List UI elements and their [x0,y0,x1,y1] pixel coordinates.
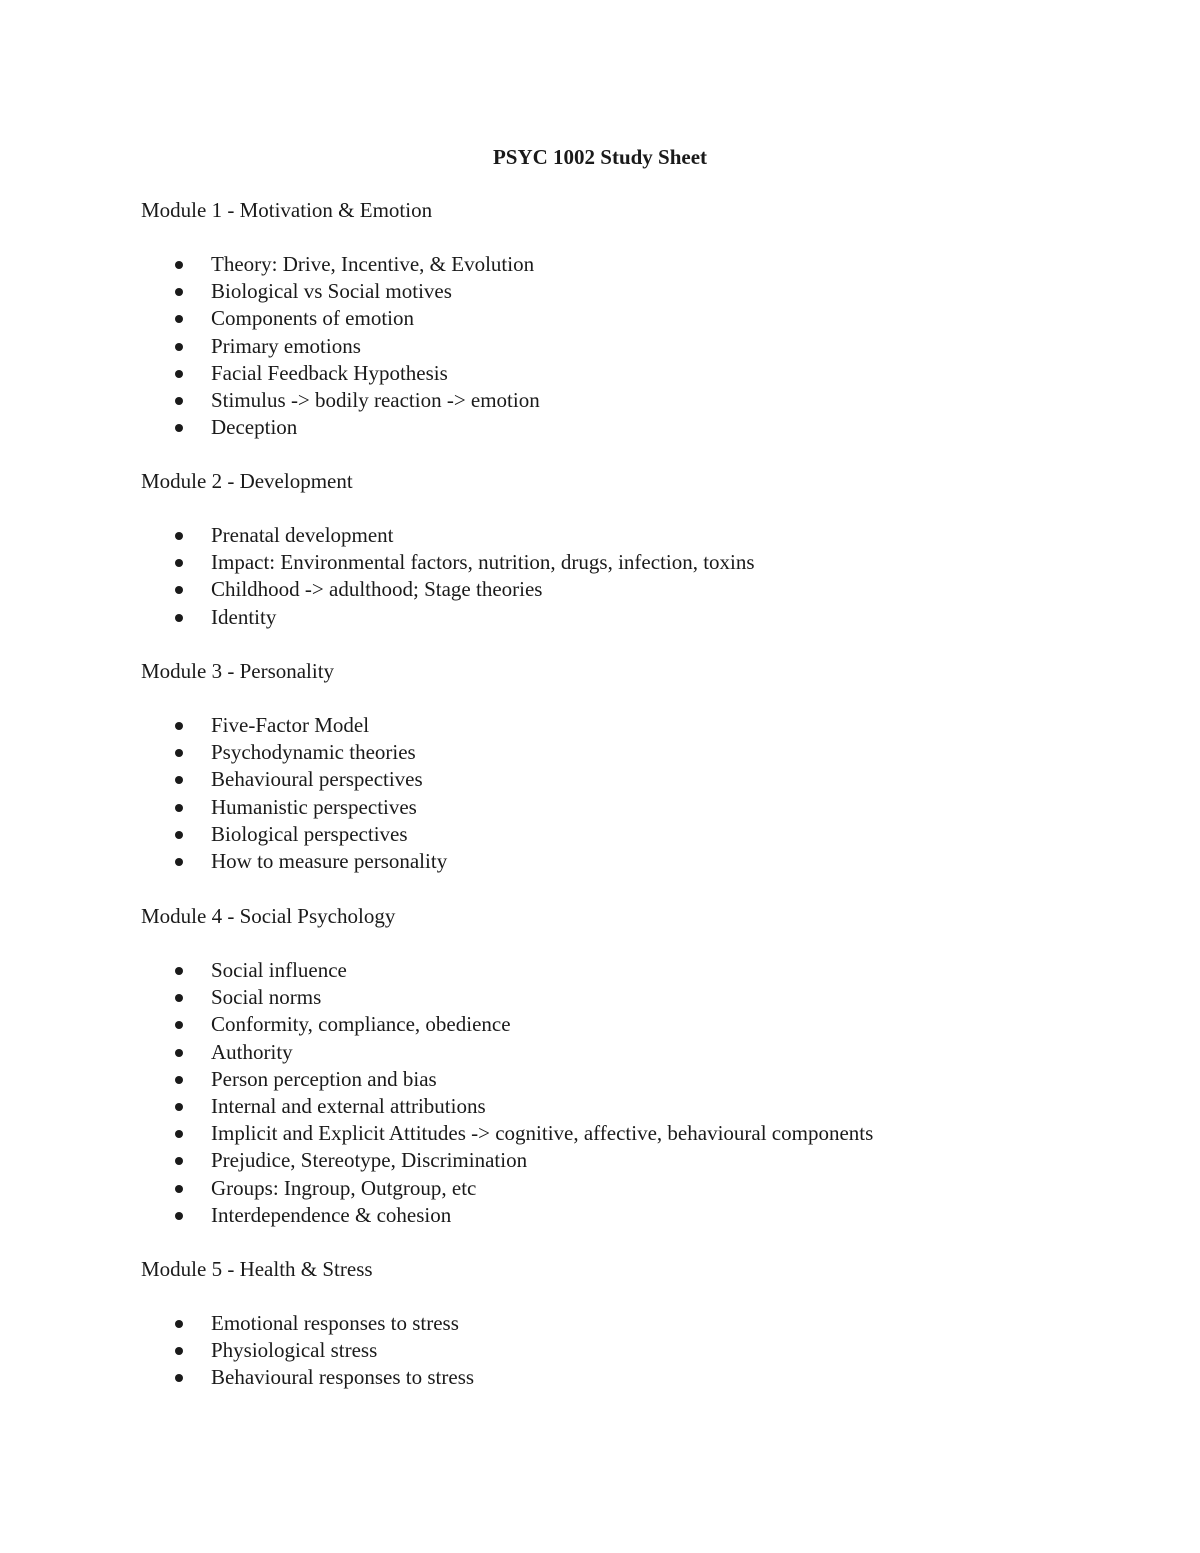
bullet-icon [175,1185,183,1193]
bullet-icon [175,343,183,351]
module-heading: Module 4 - Social Psychology [141,904,396,928]
bullet-icon [175,559,183,567]
bullet-icon [175,749,183,757]
bullet-icon [175,424,183,432]
bullet-icon [175,586,183,594]
bullet-icon [175,1103,183,1111]
bullet-icon [175,1049,183,1057]
bullet-icon [175,994,183,1002]
module-heading: Module 5 - Health & Stress [141,1257,373,1281]
bullet-icon [175,776,183,784]
bullet-icon [175,1374,183,1382]
bullet-icon [175,397,183,405]
bullet-icon [175,1130,183,1138]
bullet-icon [175,288,183,296]
document-title: PSYC 1002 Study Sheet [492,145,708,169]
bullet-icon [175,1021,183,1029]
bullet-icon [175,614,183,622]
bullet-icon [175,722,183,730]
bullet-icon [175,315,183,323]
bullet-icon [175,1157,183,1165]
bullet-icon [175,831,183,839]
bullet-icon [175,1076,183,1084]
bullet-icon [175,370,183,378]
bullet-icon [175,858,183,866]
bullet-icon [175,1347,183,1355]
bullet-icon [175,967,183,975]
module-heading: Module 2 - Development [141,469,353,493]
bullet-icon [175,532,183,540]
document-page: PSYC 1002 Study Sheet Module 1 - Motivation & Emotion Theory: Drive, Incentive, & Evolution Biological vs Social motives Components of emotion Primary emotions Facial Feedback Hypothesis Stimulus -> bodily reaction -> emotion Deception Module 2 - Development Prenatal development Impact: Environmental factors, nutrition, drugs, infection, toxins Childhood -> adulthood; Stage theories Identity Module 3 - Personality Five-Factor Model Psychodynamic theories Behavioural perspectives Humanistic perspectives Biological perspectives How to measure personality Module 4 - Social Psychology Social influence Social norms Conformity, compliance, obedience Authority Person perception and bias Internal and external attributions Implicit and Explicit Attitudes -> cognitive, affective, behavioural components Prejudice, Stereotype, Discrimination Groups: Ingroup, Outgroup, etc Interdependence & cohesion Module 5 - Health & Stress Emotional responses to stress Physiological stress Behavioural responses to stress [0,0,1200,1553]
module-heading: Module 3 - Personality [141,659,335,683]
bullet-icon [175,1212,183,1220]
bullet-icon [175,261,183,269]
bullet-icon [175,1320,183,1328]
bullet-icon [175,804,183,812]
module-heading: Module 1 - Motivation & Emotion [141,198,433,222]
